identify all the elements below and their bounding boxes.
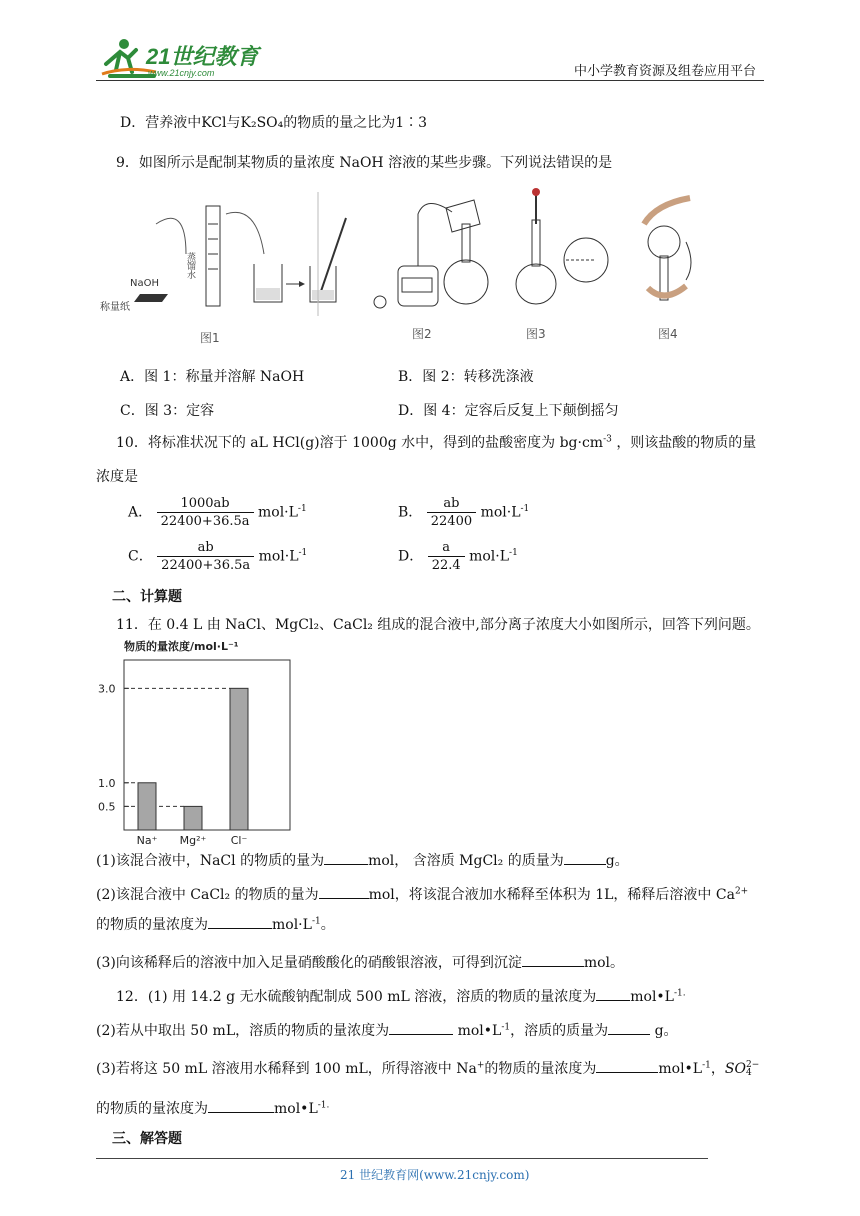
x-category-label: Cl⁻	[230, 834, 248, 846]
q11-part1: (1)该混合液中，NaCl 的物质的量为 mol， 含溶质 MgCl₂ 的质量为 g。	[96, 850, 629, 870]
q12-part1: 12．(1) 用 14.2 g 无水硫酸钠配制成 500 mL 溶液，溶质的物质的量浓度为 $mol•L^{-1.}$	[116, 986, 686, 1006]
q10-option-b: B． $\frac{ab}{22400}$ $mol\cdot L^{-1}$	[398, 496, 530, 529]
q8-option-d: D．营养液中KCl与K₂SO₄的物质的量之比为1∶3	[120, 115, 428, 131]
runner-logo-icon	[96, 36, 266, 80]
fig4-label: 图4	[658, 327, 678, 341]
answer-blank-4[interactable]	[208, 914, 272, 929]
section-3-heading: 三、解答题	[112, 1131, 182, 1147]
q10-stem-line1: 10．将标准状况下的 aL HCl(g)溶于 1000g 水中，得到的盐酸密度为 $bg\cdot cm^{-3}$ ，则该盐酸的物质的量	[116, 434, 757, 451]
q12-part3-line2: 的物质的量浓度为 $mol•L^{-1.}$	[96, 1098, 329, 1118]
answer-blank-9[interactable]	[596, 1058, 658, 1073]
glass-rod-icon	[318, 218, 346, 300]
water-label: 蒸馏水	[185, 252, 195, 279]
fig1-label: 图1	[200, 331, 220, 345]
paper-label: 称量纸	[100, 302, 130, 313]
inverted-flask-icon	[648, 226, 680, 258]
q9-option-d: D．图 4：定容后反复上下颠倒摇匀	[398, 403, 619, 419]
y-tick-label: 3.0	[98, 682, 116, 696]
hand-icon	[644, 198, 690, 224]
site-logo	[96, 36, 266, 84]
bar-2	[230, 688, 248, 830]
q11-bar-chart	[96, 636, 306, 846]
naoh-label: NaOH	[130, 278, 159, 289]
answer-blank-6[interactable]	[596, 986, 630, 1001]
answer-blank-8[interactable]	[608, 1020, 650, 1035]
footer-divider	[96, 1158, 708, 1159]
chart-ylabel: 物质的量浓度/mol·L⁻¹	[124, 640, 239, 653]
rotate-arrow-icon	[686, 242, 691, 280]
weighing-paper-icon	[134, 294, 168, 302]
section-2-heading: 二、计算题	[112, 589, 182, 605]
footer-text: 21 世纪教育网(www.21cnjy.com)	[340, 1168, 530, 1182]
graduated-cylinder-icon	[206, 206, 220, 306]
q11-part3: (3)向该稀释后的溶液中加入足量硝酸酸化的硝酸银溶液，可得到沉淀 mol。	[96, 952, 624, 972]
q10-option-c: C． $\frac{ab}{22400+36.5a}$ $mol\cdot L^{-1}$	[128, 540, 308, 573]
q10-option-d: D． $\frac{a}{22.4}$ $mol\cdot L^{-1}$	[398, 540, 518, 573]
logo-text: 21世纪教育	[146, 44, 259, 69]
q10-option-a: A． $\frac{1000ab}{22400+36.5a}$ $mol\cdot L^{-1}$	[128, 496, 307, 529]
y-tick-label: 0.5	[98, 800, 116, 814]
flask-fill-icon	[516, 264, 556, 304]
q11-stem: 11．在 0.4 L 由 NaCl、MgCl₂、CaCl₂ 组成的混合液中,部分离子浓度大小如图所示，回答下列问题。	[116, 617, 760, 633]
q11-part2-line2: 的物质的量浓度为 $mol\cdot L^{-1}$。	[96, 914, 335, 934]
answer-blank-10[interactable]	[208, 1098, 274, 1113]
answer-blank-1[interactable]	[324, 850, 368, 865]
answer-blank-5[interactable]	[522, 952, 584, 967]
bar-1	[184, 806, 202, 830]
header-right-text: 中小学教育资源及组卷应用平台	[573, 64, 756, 79]
fig3-label: 图3	[526, 327, 546, 341]
answer-blank-2[interactable]	[564, 850, 606, 865]
volumetric-flask-icon	[444, 260, 488, 304]
answer-blank-3[interactable]	[319, 884, 369, 899]
x-category-label: Mg²⁺	[179, 834, 207, 846]
logo-url: www.21cnjy.com	[148, 68, 215, 78]
header-divider	[96, 80, 764, 81]
q12-part3-line1: (3)若将这 50 mL 溶液用水稀释到 100 mL，所得溶液中 Na+的物质的量浓度为 $mol•L^{-1}$，SO 2− 4	[96, 1060, 760, 1078]
bar-0	[138, 783, 156, 830]
q10-stem-line2: 浓度是	[96, 469, 138, 485]
q9-option-c: C．图 3：定容	[120, 403, 215, 419]
q9-figure	[96, 184, 716, 352]
q9-option-a: A．图 1：称量并溶解 NaOH	[120, 369, 305, 385]
q11-part2-line1: (2)该混合液中 CaCl₂ 的物质的量为 mol，将该混合液加水稀释至体积为 1L，稀释后溶液中 $Ca^{2+}$	[96, 884, 748, 904]
pour-arrow-icon	[226, 212, 264, 254]
x-category-label: Na⁺	[136, 834, 158, 846]
y-tick-label: 1.0	[98, 776, 116, 790]
q9-stem: 9．如图所示是配制某物质的量浓度 NaOH 溶液的某些步骤。下列说法错误的是	[116, 155, 613, 171]
fig2-label: 图2	[412, 327, 432, 341]
pouring-beaker-icon	[446, 200, 480, 232]
q9-option-b: B．图 2：转移洗涤液	[398, 369, 534, 385]
q12-part2: (2)若从中取出 50 mL，溶质的物质的量浓度为 $mol•L^{-1}$，溶质的质量为 g。	[96, 1020, 678, 1040]
answer-blank-7[interactable]	[389, 1020, 453, 1035]
